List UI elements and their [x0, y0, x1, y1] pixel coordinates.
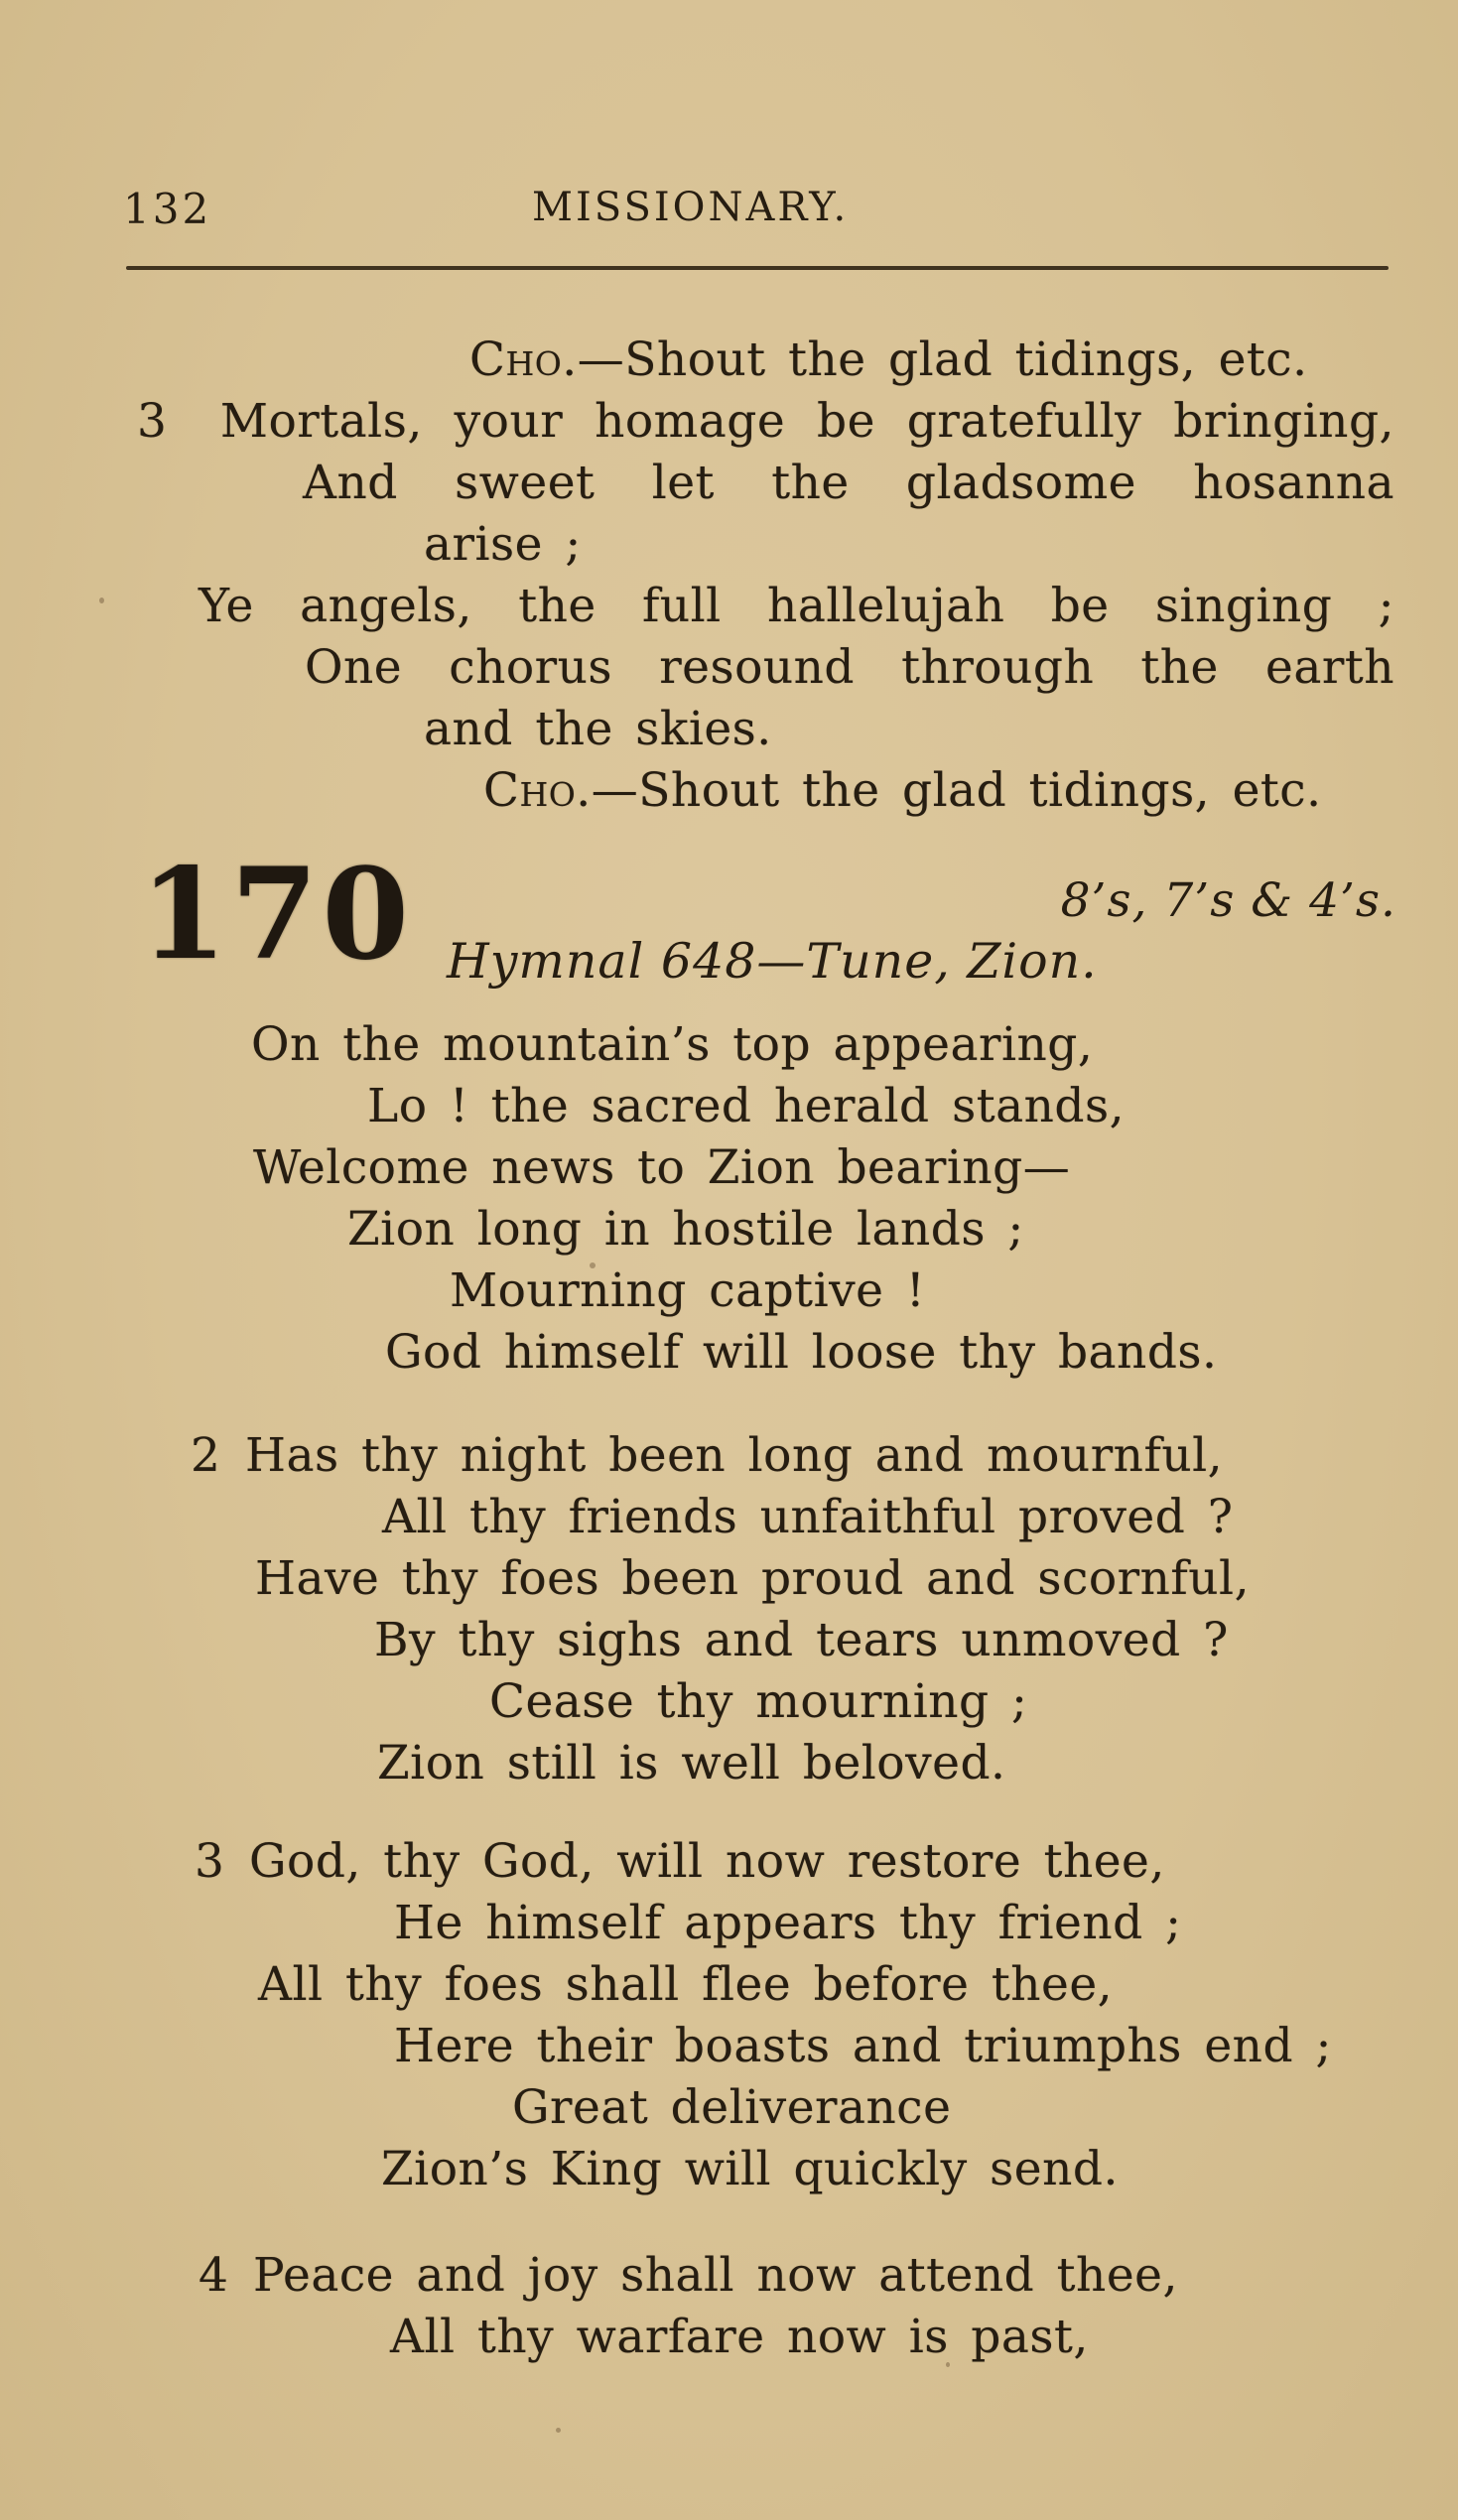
hymn-verse-2	[0, 1425, 1458, 1794]
scan-speck	[590, 1262, 596, 1268]
verse-text: Welcome news to Zion bearing—	[253, 1140, 1071, 1195]
hymn-meter: 8’s, 7’s & 4’s.	[1060, 873, 1396, 928]
verse-line	[0, 2016, 1458, 2077]
verse-text: Ye angels, the full hallelujah be singing ;	[199, 579, 1394, 633]
chorus-text: —Shout the glad tidings, etc.	[577, 332, 1308, 387]
verse-text: arise ;	[424, 517, 582, 572]
verse-number: 4	[199, 2248, 229, 2303]
verse-text: Peace and joy shall now attend thee,	[253, 2248, 1178, 2303]
hymn-verse-3	[0, 1831, 1458, 2200]
verse-text: One chorus resound through the earth	[305, 640, 1394, 695]
previous-hymn-continuation	[0, 330, 1458, 822]
verse-number: 3	[195, 1834, 225, 1889]
verse-number: 3	[137, 394, 168, 449]
verse-text: Mourning captive !	[450, 1263, 926, 1318]
verse-text: Cease thy mourning ;	[489, 1674, 1028, 1729]
verse-text: God himself will loose thy bands.	[385, 1325, 1218, 1380]
verse-line	[0, 2077, 1458, 2139]
chorus-text: —Shout the glad tidings, etc.	[591, 763, 1322, 818]
hymn-verse-1	[0, 1014, 1458, 1384]
chorus-label: Cho.	[483, 763, 592, 818]
verse-text: All thy friends unfaithful proved ?	[382, 1490, 1234, 1544]
verse-text: Lo ! the sacred herald stands,	[367, 1079, 1126, 1133]
verse-text: On the mountain’s top appearing,	[251, 1017, 1094, 1072]
verse-line	[0, 1199, 1458, 1260]
verse-text: All thy foes shall flee before thee,	[258, 1957, 1114, 2012]
scan-speck	[556, 2428, 561, 2433]
verse-line	[137, 391, 1394, 453]
verse-line	[0, 1076, 1458, 1137]
scan-speck	[99, 597, 104, 603]
verse-line	[199, 576, 1394, 637]
verse-line	[0, 1893, 1458, 1954]
verse-line	[0, 1014, 1458, 1076]
hymn-tune-line: Hymnal 648—Tune, Zion.	[447, 933, 1098, 990]
verse-line	[303, 453, 1394, 514]
verse-text: He himself appears thy friend ;	[394, 1896, 1182, 1950]
verse-line	[199, 2245, 1458, 2307]
verse-line	[195, 1831, 1458, 1893]
verse-text: Mortals, your homage be gratefully bringing,	[219, 394, 1394, 449]
hymn-heading	[0, 841, 1458, 1030]
verse-text: Has thy night been long and mournful,	[245, 1428, 1224, 1483]
verse-text: By thy sighs and tears unmoved ?	[374, 1613, 1229, 1667]
scan-speck	[946, 2362, 950, 2367]
page-number: 132	[123, 185, 212, 233]
verse-line	[0, 699, 1458, 760]
hymn-verse-4	[0, 2245, 1458, 2368]
verse-text: And sweet let the gladsome hosanna	[303, 456, 1394, 510]
verse-line	[0, 2139, 1458, 2200]
verse-line	[0, 1548, 1458, 1610]
running-head: MISSIONARY.	[532, 185, 850, 230]
chorus-line	[0, 760, 1458, 822]
hymn-number: 170	[140, 841, 414, 988]
verse-line	[305, 637, 1394, 699]
divider-rule	[126, 266, 1389, 270]
verse-text: Zion’s King will quickly send.	[381, 2142, 1119, 2196]
verse-line	[0, 1322, 1458, 1384]
verse-text: Here their boasts and triumphs end ;	[394, 2019, 1332, 2073]
chorus-label: Cho.	[469, 332, 578, 387]
verse-line	[191, 1425, 1458, 1487]
verse-text: Great deliverance	[512, 2080, 952, 2135]
verse-number: 2	[191, 1428, 221, 1483]
verse-line	[0, 1671, 1458, 1733]
verse-line	[0, 1954, 1458, 2016]
verse-text: Zion long in hostile lands ;	[347, 1202, 1024, 1257]
verse-text: God, thy God, will now restore thee,	[249, 1834, 1165, 1889]
verse-text: Have thy foes been proud and scornful,	[255, 1551, 1251, 1606]
verse-line	[0, 1137, 1458, 1199]
verse-line	[0, 1487, 1458, 1548]
verse-line	[0, 1733, 1458, 1794]
verse-text: All thy warfare now is past,	[390, 2310, 1089, 2364]
verse-text: and the skies.	[424, 702, 772, 756]
verse-text: Zion still is well beloved.	[377, 1736, 1006, 1791]
verse-line	[0, 514, 1458, 576]
chorus-line	[0, 330, 1458, 391]
verse-line	[0, 1610, 1458, 1671]
verse-line	[0, 1260, 1458, 1322]
verse-line	[0, 2307, 1458, 2368]
